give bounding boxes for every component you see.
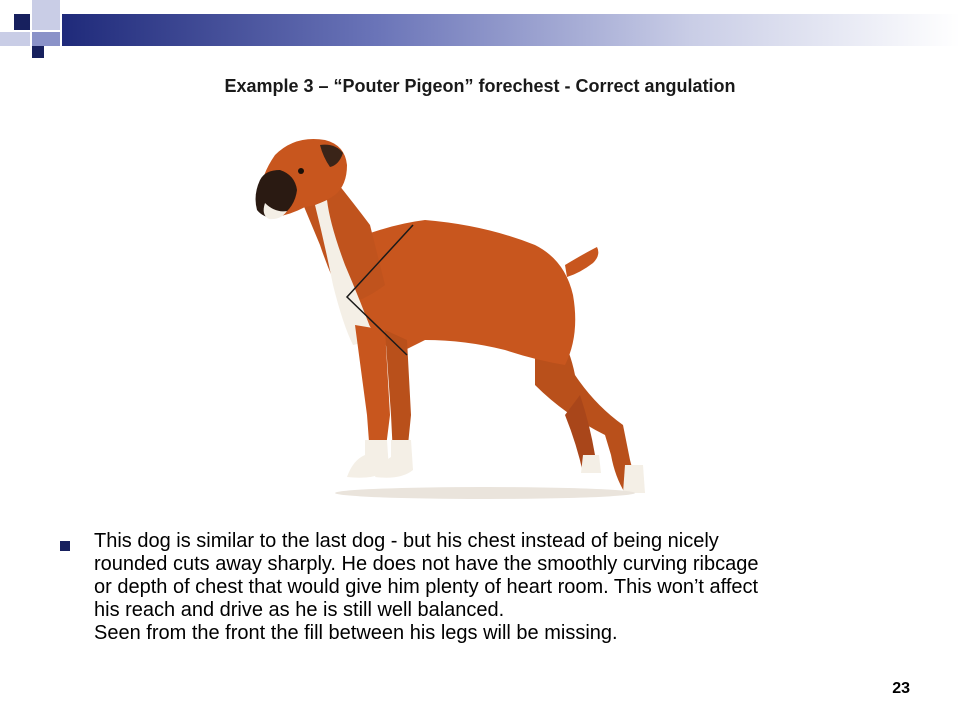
corner-square-dark (14, 14, 30, 30)
boxer-dog-illustration (235, 125, 675, 505)
bullet-paragraph (94, 530, 914, 645)
slide-title: Example 3 – “Pouter Pigeon” forechest - Correct angulation (224, 76, 736, 96)
bullet-line: rounded cuts away sharply. He does not have the smoothly curving ribcage (94, 553, 759, 575)
corner-square-light (32, 0, 60, 14)
bullet-line: Seen from the front the fill between his legs will be missing. (94, 622, 618, 644)
corner-square-light (14, 32, 30, 46)
corner-square-light (32, 14, 60, 30)
bullet-marker (60, 541, 70, 551)
header-gradient-bar (62, 14, 960, 46)
page-number: 23 (892, 680, 910, 697)
corner-square-mid (32, 32, 60, 46)
corner-square-dark (32, 46, 44, 58)
corner-square-light (0, 32, 14, 46)
bullet-line: or depth of chest that would give him plenty of heart room. This won’t affect (94, 576, 759, 598)
bullet-line: his reach and drive as he is still well balanced. (94, 599, 505, 621)
bullet-line: This dog is similar to the last dog - but his chest instead of being nicely (94, 530, 719, 552)
